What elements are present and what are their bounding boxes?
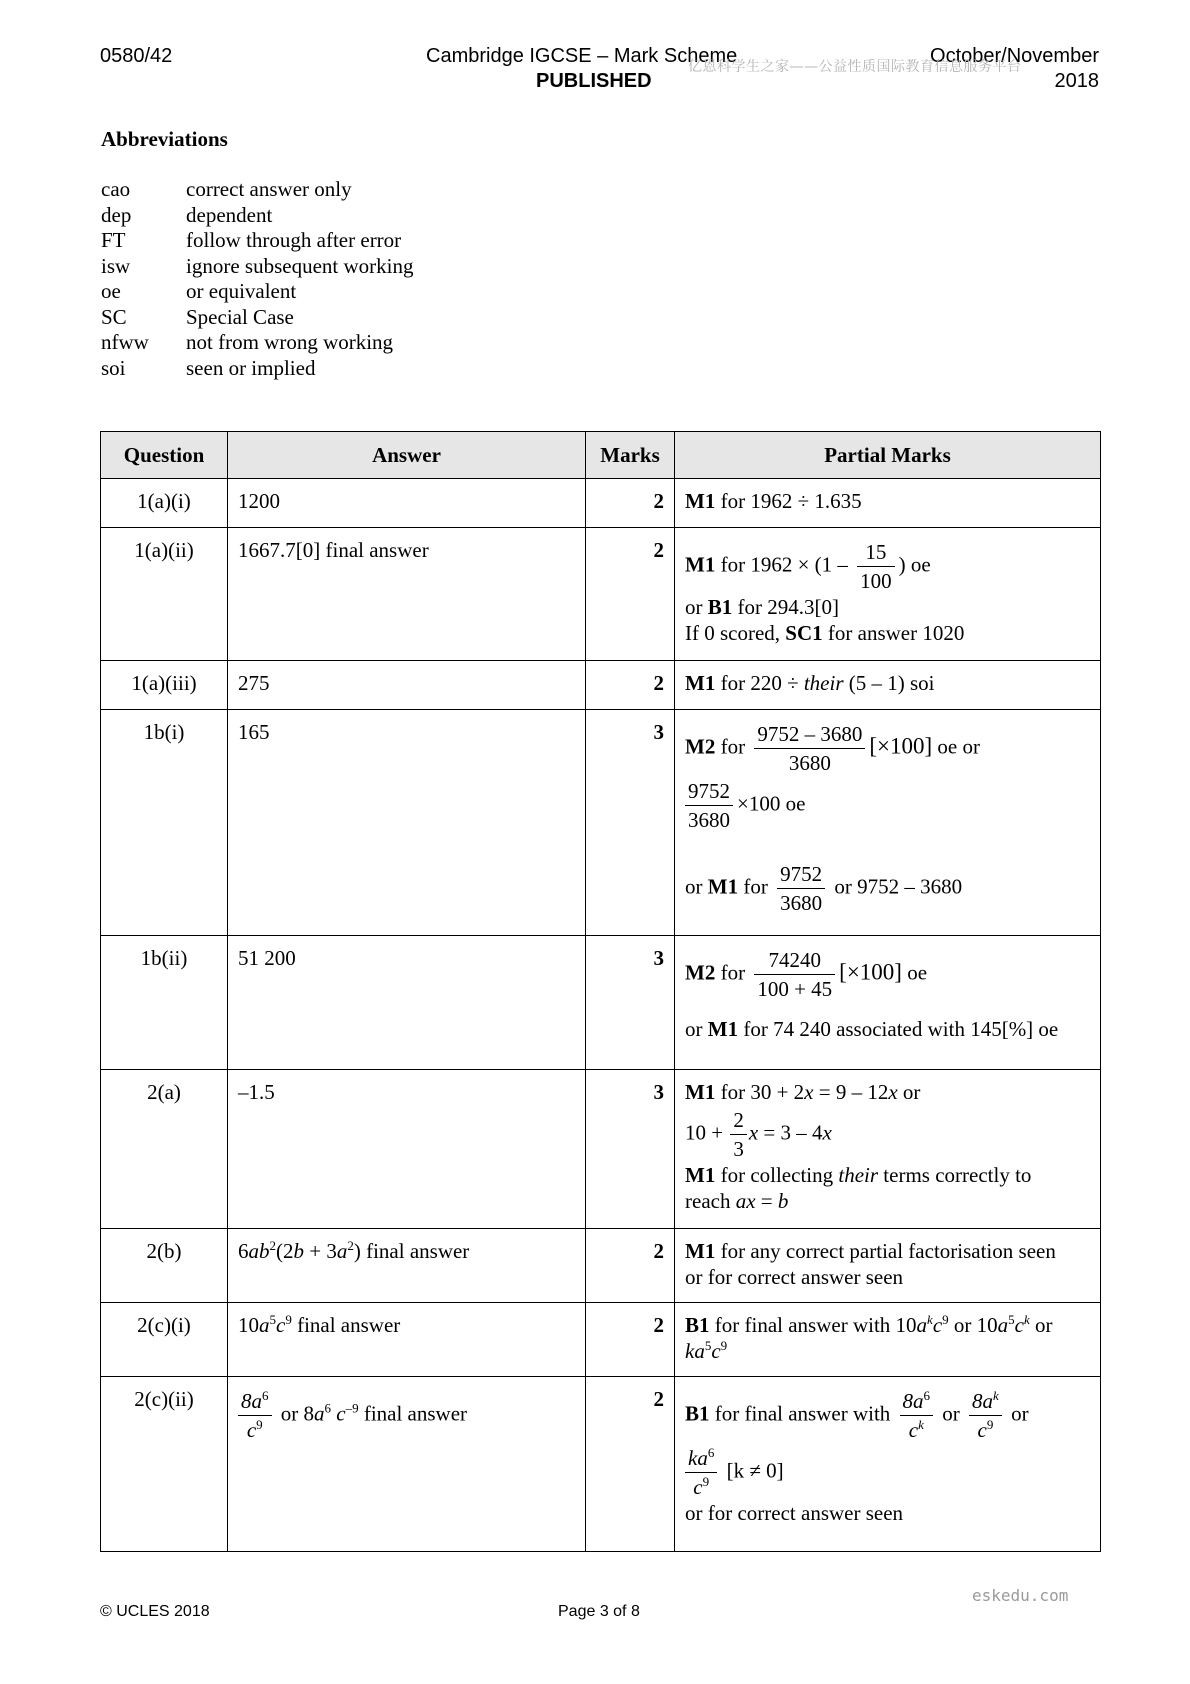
denominator: 3 — [733, 1137, 744, 1161]
answer-part: c — [246, 1418, 257, 1442]
partial-line — [685, 1163, 1090, 1189]
partial-text: or — [1029, 1313, 1053, 1337]
answer-cell — [228, 1229, 586, 1303]
partial-cell — [675, 528, 1101, 661]
answer-part: 9 — [285, 1312, 292, 1327]
variable: a — [997, 1313, 1009, 1337]
abbr-key: SC — [101, 304, 127, 329]
partial-text: ) oe — [898, 552, 931, 577]
numerator: 9752 – 3680 — [754, 720, 865, 749]
table-row — [101, 1070, 1101, 1229]
variable: x — [804, 1080, 814, 1104]
answer-cell — [228, 1303, 586, 1377]
table-row — [101, 710, 1101, 936]
partial-text: reach — [685, 1189, 736, 1213]
denominator: 100 — [860, 569, 892, 593]
variable: c — [977, 1418, 987, 1442]
paper-code: 0580/42 — [100, 45, 173, 67]
variable: k — [927, 1312, 933, 1327]
abbr-row — [101, 279, 413, 305]
partial-cell — [675, 1303, 1101, 1377]
table-row — [101, 936, 1101, 1070]
partial-text: = 3 – 4 — [758, 1120, 823, 1145]
numerator — [900, 1387, 934, 1416]
table-row — [101, 1229, 1101, 1303]
partial-cell — [675, 1229, 1101, 1303]
variable: 5 — [704, 1338, 712, 1353]
answer-part: final answer — [358, 1401, 468, 1426]
partial-text: for — [738, 874, 774, 899]
abbr-meaning: follow through after error — [186, 228, 402, 252]
fraction — [238, 1387, 272, 1444]
fraction — [900, 1387, 934, 1444]
denominator: 3680 — [780, 891, 823, 915]
partial-line — [685, 621, 1090, 647]
answer-part: (2 — [276, 1239, 294, 1263]
answer-part: c — [276, 1313, 286, 1337]
fraction — [857, 538, 895, 595]
marks-cell: 3 — [586, 710, 675, 936]
partial-line — [685, 777, 1090, 834]
variable: 6 — [707, 1445, 715, 1460]
denominator: 3680 — [788, 751, 831, 775]
answer-cell — [228, 1377, 586, 1552]
marks-cell: 2 — [586, 1303, 675, 1377]
question-cell: 1b(ii) — [101, 936, 228, 1070]
answer-cell: 165 — [228, 710, 586, 936]
mark-code: M1 — [707, 874, 739, 899]
variable: b — [777, 1189, 789, 1213]
partial-text: oe or — [932, 734, 980, 759]
abbr-row — [101, 203, 413, 229]
variable: a — [916, 1313, 928, 1337]
abbr-meaning: ignore subsequent working — [186, 253, 414, 278]
partial-text: oe — [901, 960, 928, 985]
marks-cell: 2 — [586, 1229, 675, 1303]
question-cell: 2(b) — [101, 1229, 228, 1303]
answer-part: ab — [248, 1239, 270, 1263]
abbr-meaning: seen or implied — [186, 355, 316, 380]
question-cell: 1(a)(i) — [101, 479, 228, 528]
year-label: 2018 — [1054, 70, 1099, 92]
partial-text: for 220 ÷ — [715, 671, 804, 695]
abbr-meaning: or equivalent — [186, 279, 297, 303]
denominator — [238, 1416, 272, 1444]
answer-part: 6 — [262, 1388, 269, 1403]
header-question: Question — [101, 432, 228, 479]
variable: ka — [688, 1446, 708, 1470]
header-answer: Answer — [228, 432, 586, 479]
mark-code: M1 — [685, 1080, 716, 1104]
answer-part: 6 — [324, 1400, 331, 1416]
variable: 9 — [942, 1312, 949, 1327]
question-cell: 1(a)(iii) — [101, 661, 228, 710]
partial-text: or — [685, 874, 708, 899]
mark-code: M2 — [685, 734, 716, 759]
question-cell: 2(a) — [101, 1070, 228, 1229]
answer-cell: 51 200 — [228, 936, 586, 1070]
variable: c — [1014, 1313, 1024, 1337]
variable: x — [748, 1120, 759, 1145]
answer-cell: 275 — [228, 661, 586, 710]
partial-text: or 9752 – 3680 — [829, 874, 963, 899]
denominator — [685, 1473, 717, 1501]
abbr-key: isw — [101, 253, 131, 278]
partial-cell — [675, 710, 1101, 936]
copyright: © UCLES 2018 — [100, 1603, 210, 1620]
abbr-meaning: correct answer only — [186, 177, 352, 201]
variable: 9 — [720, 1338, 728, 1353]
answer-part: ) final answer — [353, 1239, 470, 1263]
header-marks: Marks — [586, 432, 675, 479]
mark-code: B1 — [685, 1401, 710, 1426]
answer-part: 10 — [238, 1313, 259, 1337]
partial-text: their — [803, 671, 844, 695]
partial-text: or — [685, 595, 708, 619]
variable: 8a — [972, 1389, 994, 1413]
mark-code: M1 — [685, 1163, 716, 1187]
variable: x — [888, 1080, 898, 1104]
fraction — [685, 1444, 717, 1501]
question-cell: 1b(i) — [101, 710, 228, 936]
numerator: 9752 — [685, 777, 733, 806]
partial-text: ×100 oe — [737, 791, 806, 816]
mark-code: M1 — [685, 1239, 716, 1263]
variable: 9 — [986, 1417, 994, 1432]
partial-text: their — [838, 1163, 879, 1187]
abbreviations-title: Abbreviations — [101, 127, 228, 151]
variable: k — [1023, 1312, 1030, 1327]
abbr-key: soi — [101, 355, 126, 380]
partial-line — [685, 1444, 1090, 1501]
abbr-meaning: Special Case — [186, 304, 294, 329]
partial-text: [k ≠ 0] — [721, 1458, 784, 1483]
abbr-key: oe — [101, 279, 121, 303]
question-cell: 1(a)(ii) — [101, 528, 228, 661]
denominator: 3680 — [688, 808, 730, 832]
answer-part: or 8 — [275, 1401, 314, 1426]
question-cell: 2(c)(i) — [101, 1303, 228, 1377]
mark-code: M1 — [685, 671, 716, 695]
abbr-row — [101, 356, 413, 382]
abbr-row — [101, 228, 413, 254]
partial-line — [685, 1017, 1090, 1043]
mark-code: M2 — [685, 960, 716, 985]
fraction — [969, 1387, 1002, 1444]
partial-text: [×100] — [839, 959, 902, 985]
variable: c — [711, 1339, 721, 1363]
answer-part: a — [259, 1313, 270, 1337]
numerator: 9752 — [777, 860, 825, 889]
partial-text: 10 + — [685, 1120, 729, 1145]
mark-scheme-table — [100, 431, 1101, 1552]
partial-text: for 294.3[0] — [732, 595, 839, 619]
watermark-text: 亿恩科学生之家——公益性质国际教育信息服务平台 — [688, 59, 1022, 75]
partial-text: for 30 + 2 — [715, 1080, 805, 1104]
abbr-row — [101, 177, 413, 203]
partial-cell — [675, 479, 1101, 528]
marks-cell: 3 — [586, 1070, 675, 1229]
answer-cell: 1667.7[0] final answer — [228, 528, 586, 661]
mark-code: B1 — [707, 595, 733, 619]
partial-text: [×100] — [869, 733, 933, 759]
answer-part: 9 — [256, 1417, 263, 1432]
answer-part: a — [336, 1239, 348, 1263]
marks-cell: 2 — [586, 479, 675, 528]
partial-line — [685, 1080, 1090, 1106]
partial-text: or — [685, 1017, 708, 1041]
partial-cell — [675, 936, 1101, 1070]
variable: 5 — [1008, 1312, 1015, 1327]
abbr-row — [101, 305, 413, 331]
abbr-row — [101, 330, 413, 356]
answer-part: a — [314, 1401, 325, 1426]
mark-code: M1 — [707, 1017, 739, 1041]
mark-code: B1 — [685, 1313, 710, 1337]
variable: c — [908, 1418, 919, 1442]
partial-text: or — [1005, 1401, 1029, 1426]
abbr-key: nfww — [101, 330, 149, 354]
denominator: 100 + 45 — [757, 977, 833, 1001]
answer-part: c — [336, 1401, 346, 1426]
partial-text: for any correct partial factorisation seen — [715, 1239, 1056, 1263]
partial-line — [685, 1239, 1090, 1265]
partial-cell — [675, 1377, 1101, 1552]
fraction — [754, 720, 865, 777]
partial-text: for 1962 × (1 – — [715, 552, 854, 577]
partial-text: or for correct answer seen — [685, 1265, 904, 1289]
document-title: Cambridge IGCSE – Mark Scheme — [426, 45, 738, 67]
partial-text: or 10 — [948, 1313, 998, 1337]
variable: c — [932, 1313, 943, 1337]
table-row — [101, 1377, 1101, 1552]
variable: k — [918, 1417, 924, 1432]
variable: 8a — [902, 1389, 924, 1413]
partial-text: (5 – 1) soi — [843, 671, 935, 695]
partial-text: or — [937, 1401, 966, 1426]
partial-line — [685, 1106, 1090, 1163]
partial-text: If 0 scored, — [685, 621, 786, 645]
session-label: October/November — [930, 45, 1099, 67]
partial-text: = — [755, 1189, 778, 1213]
partial-line — [685, 720, 1090, 777]
abbr-key: cao — [101, 177, 131, 201]
numerator — [238, 1387, 272, 1416]
abbr-meaning: not from wrong working — [186, 330, 394, 354]
fraction — [685, 777, 733, 834]
mark-code: M1 — [685, 552, 716, 577]
header-partial-marks: Partial Marks — [675, 432, 1101, 479]
partial-line — [685, 595, 1090, 621]
answer-cell: 1200 — [228, 479, 586, 528]
partial-line — [685, 1387, 1090, 1444]
partial-text: or — [897, 1080, 921, 1104]
answer-part: 8a — [241, 1389, 262, 1413]
numerator: 74240 — [754, 946, 835, 975]
marks-cell: 2 — [586, 528, 675, 661]
answer-part: 2 — [347, 1238, 354, 1253]
variable: k — [993, 1388, 999, 1403]
mark-code: M1 — [685, 489, 716, 513]
partial-text: for — [715, 734, 751, 759]
partial-text: or for correct answer seen — [685, 1501, 904, 1525]
marks-cell: 2 — [586, 1377, 675, 1552]
answer-part: + 3 — [304, 1239, 337, 1263]
partial-text: for answer 1020 — [822, 621, 965, 645]
site-watermark: eskedu.com — [972, 1586, 1069, 1605]
partial-text: for 1962 ÷ 1.635 — [715, 489, 862, 513]
abbr-meaning: dependent — [186, 202, 273, 227]
partial-line — [685, 860, 1090, 917]
fraction — [777, 860, 825, 917]
marks-cell: 3 — [586, 936, 675, 1070]
question-cell: 2(c)(ii) — [101, 1377, 228, 1552]
partial-cell — [675, 661, 1101, 710]
partial-line — [685, 1313, 1090, 1339]
marks-cell: 2 — [586, 661, 675, 710]
table-row — [101, 1303, 1101, 1377]
abbreviations-list — [101, 177, 413, 381]
fraction — [754, 946, 835, 1003]
numerator — [685, 1444, 717, 1473]
answer-part: final answer — [291, 1313, 401, 1337]
variable: ka — [685, 1339, 705, 1363]
variable: ax — [735, 1189, 756, 1213]
partial-text: for — [715, 960, 751, 985]
variable: 6 — [923, 1388, 931, 1403]
partial-line — [685, 1339, 1090, 1365]
page-number: Page 3 of 8 — [558, 1603, 640, 1620]
partial-text: for final answer with — [709, 1401, 896, 1426]
partial-text: = 9 – 12 — [813, 1080, 889, 1104]
answer-part: b — [293, 1239, 304, 1263]
variable: 9 — [702, 1474, 710, 1489]
variable: x — [822, 1120, 832, 1145]
answer-part: 5 — [269, 1312, 276, 1327]
partial-text: for 74 240 associated with 145[%] oe — [738, 1017, 1059, 1041]
partial-text: for final answer with 10 — [709, 1313, 917, 1337]
partial-cell — [675, 1070, 1101, 1229]
partial-text: for collecting — [715, 1163, 839, 1187]
fraction — [730, 1106, 747, 1163]
numerator: 15 — [857, 538, 895, 567]
variable: c — [693, 1475, 703, 1499]
denominator — [969, 1416, 1002, 1444]
partial-line — [685, 946, 1090, 1003]
answer-part: –9 — [345, 1400, 359, 1416]
abbr-key: FT — [101, 228, 126, 252]
denominator — [900, 1416, 934, 1444]
table-row — [101, 479, 1101, 528]
partial-line — [685, 538, 1090, 595]
numerator — [969, 1387, 1002, 1416]
answer-part: 6 — [238, 1239, 249, 1263]
table-row — [101, 528, 1101, 661]
answer-cell: –1.5 — [228, 1070, 586, 1229]
partial-text: terms correctly to — [878, 1163, 1032, 1187]
partial-line — [685, 1265, 1090, 1291]
numerator: 2 — [730, 1106, 747, 1135]
mark-code: SC1 — [785, 621, 823, 645]
abbr-row — [101, 254, 413, 280]
partial-line — [685, 1189, 1090, 1215]
partial-line — [685, 1501, 1090, 1527]
table-header-row — [101, 432, 1101, 479]
published-label: PUBLISHED — [536, 70, 652, 92]
table-row — [101, 661, 1101, 710]
abbr-key: dep — [101, 202, 132, 227]
answer-part: 2 — [269, 1238, 276, 1253]
